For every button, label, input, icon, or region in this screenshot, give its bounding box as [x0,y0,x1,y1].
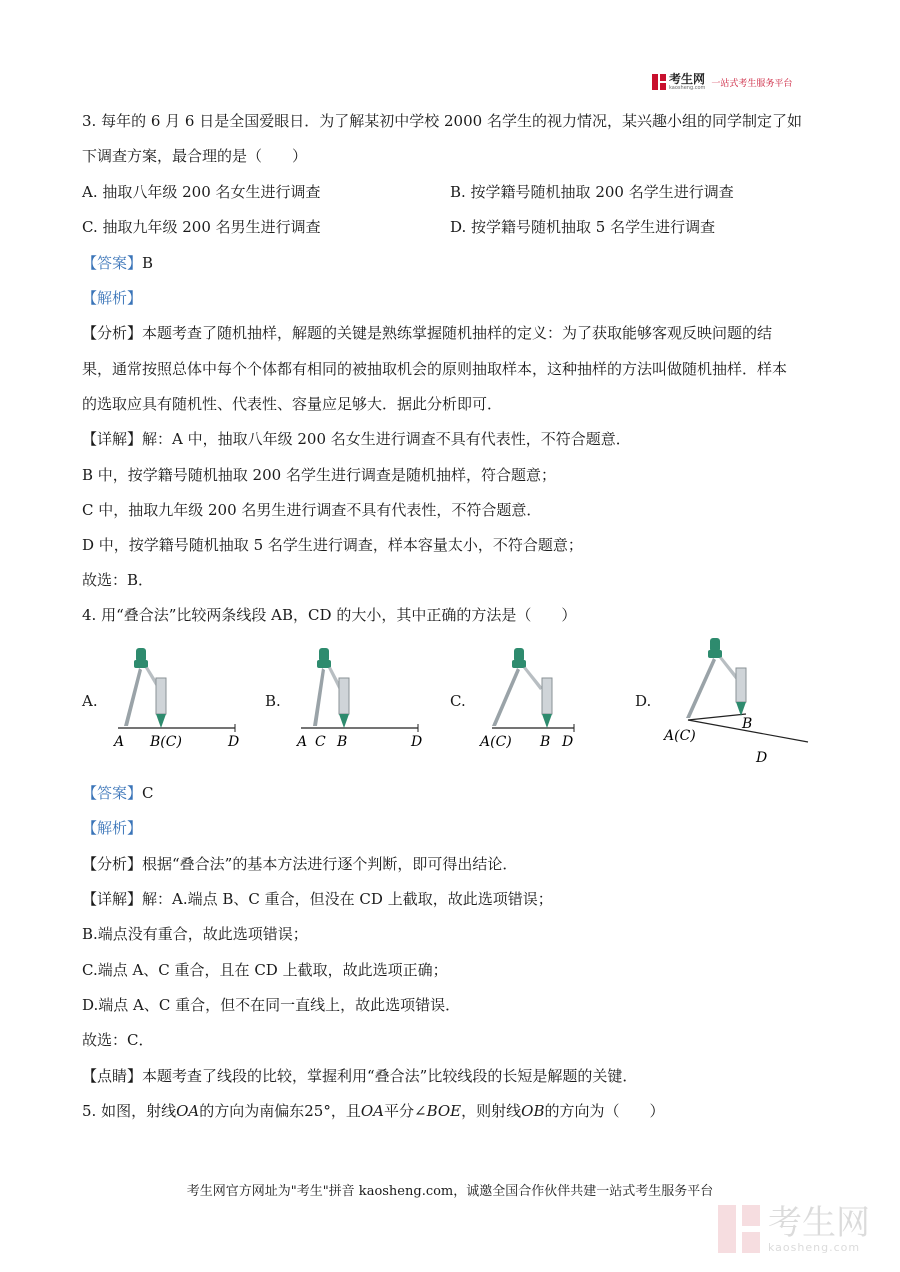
detail-tag: 【详解】 [82,430,143,448]
q5-math-angle: ∠BOE [414,1102,462,1120]
fig-a-letter: A. [82,692,98,710]
q3-stem-line1: 3. 每年的 6 月 6 日是全国爱眼日．为了解某初中学校 2000 名学生的视力情况，某兴趣小组的同学制定了如 [82,112,802,130]
fenxi-text: 本题考查了随机抽样，解题的关键是熟练掌握随机抽样的定义：为了获取能够客观反映问题的结 [142,324,773,342]
compass-figure-b [293,640,433,755]
watermark-url: kaosheng.com [768,1241,861,1254]
q5-math-oa-2: OA [360,1102,384,1120]
fig-d-label-0: A(C) [664,728,696,744]
fig-a-label-0: A [114,734,125,750]
watermark [718,1204,870,1254]
q4-detail-2: B.端点没有重合，故此选项错误； [82,925,308,943]
detail-text: 解：A 中，抽取八年级 200 名女生进行调查不具有代表性，不符合题意． [142,430,631,448]
compass-figure-a [110,640,250,755]
q4-analysis [82,818,142,838]
analysis-tag: 【解析】 [82,819,143,837]
watermark-logo-icon [718,1205,762,1253]
compass-icon [492,648,552,728]
answer-tag: 【答案】 [82,254,143,272]
compass-figure-d [660,632,820,767]
fig-c-label-1: B [540,734,551,750]
q3-fenxi-2: 果，通常按照总体中每个个体都有相同的被抽取机会的原则抽取样本，这种抽样的方法叫做随机抽样．样本 [82,360,788,378]
compass-icon [313,648,349,728]
q5-text-2: 的方向为南偏东 [199,1102,305,1120]
dianjing-text: 本题考查了线段的比较，掌握利用“叠合法”比较线段的长短是解题的关键． [142,1067,638,1085]
analysis-tag: 【解析】 [82,289,143,307]
q3-option-a: A. 抽取八年级 200 名女生进行调查 [82,183,321,201]
figure-a [110,640,250,759]
fenxi-text: 根据“叠合法”的基本方法进行逐个判断，即可得出结论． [142,855,518,873]
fig-b-label-3: D [411,734,423,750]
fig-a-label-2: D [228,734,240,750]
kaosheng-logo-icon [652,74,666,90]
fenxi-tag: 【分析】 [82,324,143,342]
q4-detail-3: C.端点 A、C 重合，且在 CD 上截取，故此选项正确； [82,961,448,979]
q3-option-b: B. 按学籍号随机抽取 200 名学生进行调查 [450,183,734,201]
q5-text-1: 5. 如图，射线 [82,1102,177,1120]
logo-name: 考生网 [669,72,706,86]
detail-text: 解：A.端点 B、C 重合，但没在 CD 上截取，故此选项错误； [142,890,553,908]
q4-choose: 故选：C． [82,1031,154,1049]
answer-value: B [142,254,154,272]
logo-slogan: 一站式考生服务平台 [711,78,793,89]
fig-d-label-2: D [756,750,768,766]
footer-text: 考生网官方网址为"考生"拼音 kaosheng.com，诚邀全国合作伙伴共建一站式考生服务平台 [186,1184,714,1199]
q5-math-ob: OB [521,1102,545,1120]
compass-icon [686,638,746,718]
q3-stem-line2: 下调查方案，最合理的是（ ） [82,147,308,165]
q5-text-4: 平分 [384,1102,415,1120]
q3-option-d: D. 按学籍号随机抽取 5 名学生进行调查 [450,218,716,236]
fig-b-label-1: C [315,734,326,750]
q3-detail-4: D 中，按学籍号随机抽取 5 名学生进行调查，样本容量太小，不符合题意； [82,536,583,554]
header-logo [652,72,792,92]
fenxi-tag: 【分析】 [82,855,143,873]
q4-fenxi [82,854,517,874]
q3-fenxi-3: 的选取应具有随机性、代表性、容量应足够大．据此分析即可． [82,395,503,413]
q5-text-5: ，则射线 [461,1102,522,1120]
watermark-name: 考生网 [768,1203,870,1243]
answer-tag: 【答案】 [82,784,143,802]
answer-value: C [142,784,154,802]
q5-stem [82,1101,665,1121]
logo-url: kaosheng.com [669,85,706,91]
q4-dianjing [82,1066,637,1086]
fig-a-label-1: B(C) [150,734,182,750]
q3-fenxi-1 [82,323,772,343]
fig-b-label-0: A [297,734,308,750]
q3-choose: 故选：B． [82,571,154,589]
fig-c-label-2: D [562,734,574,750]
fig-d-letter: D. [635,692,652,710]
figure-b [293,640,433,759]
fig-c-label-0: A(C) [480,734,512,750]
compass-icon [124,648,166,728]
q3-analysis [82,288,142,308]
figure-d [660,632,820,771]
figure-c [478,640,618,759]
q4-detail-1 [82,889,553,909]
detail-tag: 【详解】 [82,890,143,908]
q3-detail-3: C 中，抽取九年级 200 名男生进行调查不具有代表性，不符合题意． [82,501,542,519]
compass-figure-c [478,640,618,755]
q5-math-oa: OA [176,1102,200,1120]
fig-b-letter: B. [265,692,281,710]
q3-option-c: C. 抽取九年级 200 名男生进行调查 [82,218,321,236]
q4-answer [82,783,154,803]
q3-detail-2: B 中，按学籍号随机抽取 200 名学生进行调查是随机抽样，符合题意； [82,466,556,484]
q4-stem: 4. 用“叠合法”比较两条线段 AB，CD 的大小，其中正确的方法是（ ） [82,606,577,624]
q4-detail-4: D.端点 A、C 重合，但不在同一直线上，故此选项错误． [82,996,461,1014]
q5-math-degree: 25° [304,1102,331,1120]
q5-text-3: ，且 [330,1102,361,1120]
dianjing-tag: 【点睛】 [82,1067,143,1085]
fig-c-letter: C. [450,692,466,710]
q3-detail-1 [82,429,631,449]
q5-text-6: 的方向为（ ） [544,1102,665,1120]
fig-b-label-2: B [337,734,348,750]
q3-answer [82,253,153,273]
fig-d-label-1: B [742,716,753,732]
